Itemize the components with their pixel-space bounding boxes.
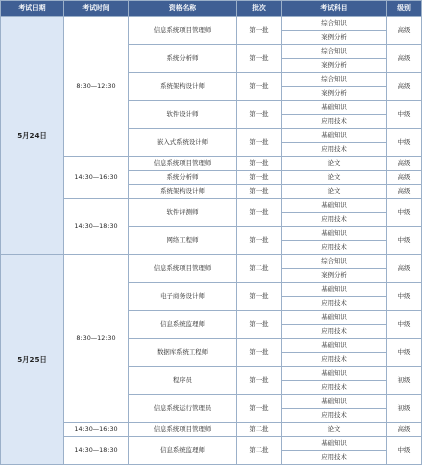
subject-cell: 应用技术 (282, 213, 387, 227)
subject-cell: 应用技术 (282, 297, 387, 311)
subject-cell: 论文 (282, 157, 387, 171)
subject-cell: 基础知识 (282, 283, 387, 297)
level-cell: 高级 (387, 73, 422, 101)
level-cell: 高级 (387, 171, 422, 185)
level-cell: 初级 (387, 395, 422, 423)
table-row (1, 437, 422, 451)
subject-cell: 案例分析 (282, 87, 387, 101)
level-cell: 高级 (387, 423, 422, 437)
time-cell: 14:30—16:30 (64, 157, 129, 199)
qualification-cell: 信息系统项目管理师 (129, 255, 237, 283)
qualification-cell: 信息系统项目管理师 (129, 157, 237, 171)
subject-cell: 基础知识 (282, 227, 387, 241)
qualification-cell: 系统架构设计师 (129, 73, 237, 101)
time-cell: 14:30—16:30 (64, 423, 129, 437)
subject-cell: 综合知识 (282, 73, 387, 87)
table-row (1, 157, 422, 171)
subject-cell: 案例分析 (282, 269, 387, 283)
batch-cell: 第一批 (237, 311, 282, 339)
table-row (1, 199, 422, 213)
subject-cell: 应用技术 (282, 451, 387, 465)
level-cell: 高级 (387, 185, 422, 199)
level-cell: 高级 (387, 17, 422, 45)
batch-cell: 第一批 (237, 185, 282, 199)
qualification-cell: 嵌入式系统设计师 (129, 129, 237, 157)
subject-cell: 应用技术 (282, 353, 387, 367)
subject-cell: 应用技术 (282, 409, 387, 423)
time-cell: 14:30—18:30 (64, 437, 129, 465)
qualification-cell: 程序员 (129, 367, 237, 395)
subject-cell: 论文 (282, 423, 387, 437)
batch-cell: 第一批 (237, 395, 282, 423)
subject-cell: 基础知识 (282, 339, 387, 353)
level-cell: 中级 (387, 339, 422, 367)
subject-cell: 综合知识 (282, 17, 387, 31)
level-cell: 中级 (387, 129, 422, 157)
batch-cell: 第二批 (237, 423, 282, 437)
subject-cell: 基础知识 (282, 311, 387, 325)
subject-cell: 应用技术 (282, 381, 387, 395)
batch-cell: 第二批 (237, 255, 282, 283)
level-cell: 高级 (387, 157, 422, 171)
subject-cell: 基础知识 (282, 395, 387, 409)
qualification-cell: 信息系统监理师 (129, 437, 237, 465)
level-cell: 中级 (387, 283, 422, 311)
batch-cell: 第一批 (237, 73, 282, 101)
batch-cell: 第一批 (237, 157, 282, 171)
header-level: 级别 (387, 1, 422, 17)
batch-cell: 第一批 (237, 17, 282, 45)
batch-cell: 第一批 (237, 199, 282, 227)
level-cell: 初级 (387, 367, 422, 395)
subject-cell: 基础知识 (282, 367, 387, 381)
batch-cell: 第二批 (237, 437, 282, 465)
subject-cell: 案例分析 (282, 59, 387, 73)
batch-cell: 第一批 (237, 171, 282, 185)
level-cell: 高级 (387, 45, 422, 73)
header-exam-time: 考试时间 (64, 1, 129, 17)
subject-cell: 应用技术 (282, 143, 387, 157)
batch-cell: 第一批 (237, 283, 282, 311)
qualification-cell: 软件设计师 (129, 101, 237, 129)
date-cell: 5月25日 (1, 255, 64, 465)
qualification-cell: 系统分析师 (129, 45, 237, 73)
time-cell: 8:30—12:30 (64, 255, 129, 423)
qualification-cell: 电子商务设计师 (129, 283, 237, 311)
batch-cell: 第一批 (237, 45, 282, 73)
batch-cell: 第一批 (237, 339, 282, 367)
batch-cell: 第一批 (237, 367, 282, 395)
qualification-cell: 系统分析师 (129, 171, 237, 185)
qualification-cell: 信息系统监理师 (129, 311, 237, 339)
level-cell: 中级 (387, 227, 422, 255)
subject-cell: 案例分析 (282, 31, 387, 45)
qualification-cell: 软件评测师 (129, 199, 237, 227)
date-cell: 5月24日 (1, 17, 64, 255)
subject-cell: 基础知识 (282, 199, 387, 213)
table-row (1, 17, 422, 31)
level-cell: 中级 (387, 437, 422, 465)
subject-cell: 基础知识 (282, 129, 387, 143)
level-cell: 中级 (387, 101, 422, 129)
qualification-cell: 信息系统运行管理员 (129, 395, 237, 423)
qualification-cell: 信息系统项目管理师 (129, 423, 237, 437)
table-row (1, 255, 422, 269)
batch-cell: 第一批 (237, 227, 282, 255)
subject-cell: 综合知识 (282, 255, 387, 269)
qualification-cell: 系统架构设计师 (129, 185, 237, 199)
subject-cell: 基础知识 (282, 101, 387, 115)
header-batch: 批次 (237, 1, 282, 17)
level-cell: 高级 (387, 255, 422, 283)
header-exam-date: 考试日期 (1, 1, 64, 17)
batch-cell: 第一批 (237, 129, 282, 157)
header-row (1, 1, 422, 17)
level-cell: 中级 (387, 311, 422, 339)
subject-cell: 基础知识 (282, 437, 387, 451)
subject-cell: 应用技术 (282, 241, 387, 255)
header-qualification: 资格名称 (129, 1, 237, 17)
qualification-cell: 网络工程师 (129, 227, 237, 255)
header-subject: 考试科目 (282, 1, 387, 17)
qualification-cell: 信息系统项目管理师 (129, 17, 237, 45)
batch-cell: 第一批 (237, 101, 282, 129)
subject-cell: 论文 (282, 185, 387, 199)
qualification-cell: 数据库系统工程师 (129, 339, 237, 367)
subject-cell: 论文 (282, 171, 387, 185)
time-cell: 8:30—12:30 (64, 17, 129, 157)
subject-cell: 应用技术 (282, 115, 387, 129)
subject-cell: 综合知识 (282, 45, 387, 59)
table-row (1, 423, 422, 437)
time-cell: 14:30—18:30 (64, 199, 129, 255)
level-cell: 中级 (387, 199, 422, 227)
subject-cell: 应用技术 (282, 325, 387, 339)
